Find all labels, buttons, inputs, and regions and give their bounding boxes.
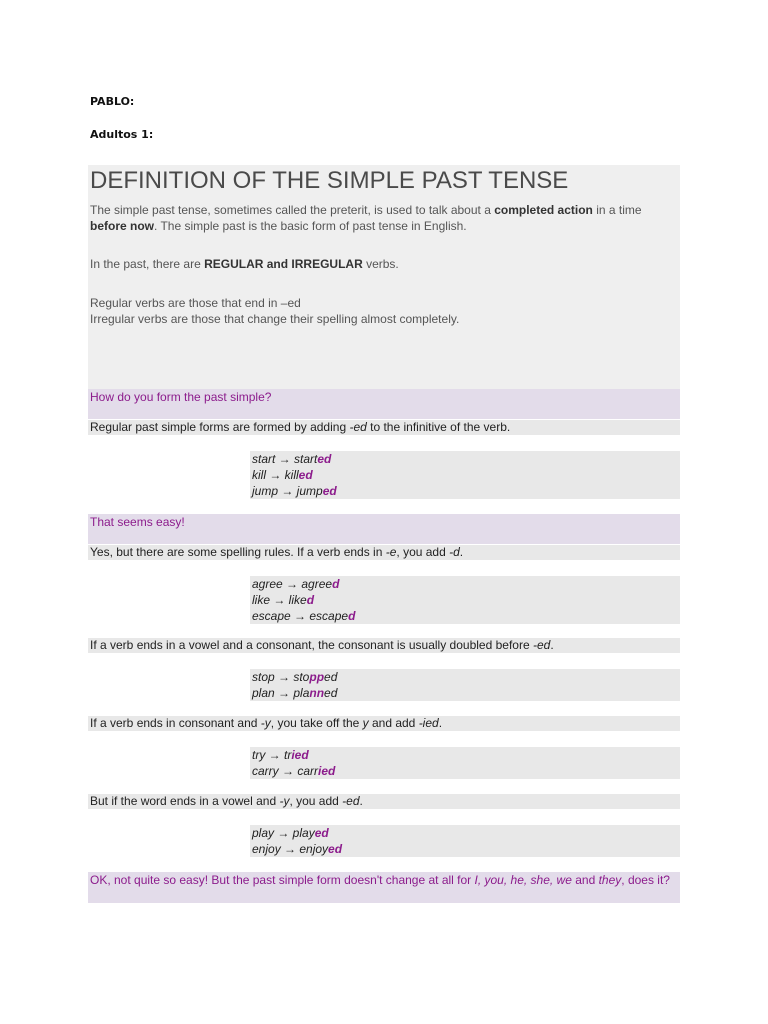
text-span: . bbox=[438, 716, 443, 730]
text-span: But if the word ends in a vowel and bbox=[90, 794, 280, 808]
definition-section bbox=[88, 165, 680, 389]
text-span: , you add bbox=[289, 794, 343, 808]
verb-base: escape → escape bbox=[252, 609, 349, 623]
question-how-form: How do you form the past simple? bbox=[88, 389, 680, 419]
text-span: and add bbox=[368, 716, 419, 730]
doubled-consonant: pp bbox=[309, 670, 325, 684]
verb-base: play → play bbox=[252, 826, 315, 840]
verb-suffix: ed bbox=[298, 468, 313, 482]
rule-consonant-y bbox=[88, 716, 680, 731]
question-does-not-change bbox=[88, 872, 680, 903]
italic-text: -d bbox=[449, 545, 460, 559]
example-box-1 bbox=[250, 451, 680, 499]
definition-paragraph-2 bbox=[90, 256, 676, 272]
italic-text: -ed bbox=[532, 638, 551, 652]
example-box-4 bbox=[250, 747, 680, 779]
text-span: In the past, there are bbox=[90, 257, 205, 271]
italic-text: y bbox=[362, 716, 369, 730]
italic-text: I, you, he, she, we bbox=[474, 873, 572, 887]
text-span: to the infinitive of the verb. bbox=[366, 420, 511, 434]
text-span: The simple past tense, sometimes called the preterit, is used to talk about a bbox=[90, 203, 495, 217]
verb-base: agree → agree bbox=[252, 577, 333, 591]
answer-spelling-rules bbox=[88, 545, 680, 560]
example-line bbox=[252, 841, 680, 857]
text-span: , you add bbox=[396, 545, 450, 559]
example-box-5 bbox=[250, 825, 680, 857]
text-span: . The simple past is the basic form of past tense in English. bbox=[154, 219, 467, 233]
example-box-2 bbox=[250, 576, 680, 624]
verb-suffix: ed bbox=[322, 484, 337, 498]
student-name-label: PABLO: bbox=[90, 95, 135, 108]
verb-suffix: ied bbox=[318, 764, 336, 778]
example-line bbox=[252, 763, 680, 779]
answer-regular-forms bbox=[88, 420, 680, 435]
example-line bbox=[252, 747, 680, 763]
verb-base: carry → carr bbox=[252, 764, 318, 778]
verb-suffix: ied bbox=[291, 748, 309, 762]
text-span: . bbox=[359, 794, 363, 808]
class-label: Adultos 1: bbox=[90, 128, 154, 141]
text-span: Yes, but there are some spelling rules. If a verb ends in bbox=[90, 545, 386, 559]
example-line bbox=[252, 592, 680, 608]
verb-suffix: d bbox=[332, 577, 340, 591]
example-line bbox=[252, 669, 680, 685]
italic-text: -y bbox=[260, 716, 271, 730]
rule-double-consonant bbox=[88, 638, 680, 653]
comment-seems-easy: That seems easy! bbox=[88, 514, 680, 544]
doubled-consonant: nn bbox=[309, 686, 325, 700]
example-line bbox=[252, 483, 680, 499]
bold-text: REGULAR and IRREGULAR bbox=[204, 257, 363, 271]
bold-text: completed action bbox=[494, 203, 593, 217]
definition-paragraph-1 bbox=[90, 202, 676, 234]
irregular-verbs-definition: Irregular verbs are those that change their spelling almost completely. bbox=[90, 312, 460, 326]
example-line bbox=[252, 608, 680, 624]
text-span: and bbox=[571, 873, 599, 887]
example-line bbox=[252, 451, 680, 467]
verb-suffix: d bbox=[348, 609, 356, 623]
verb-base: jump → jump bbox=[252, 484, 323, 498]
text-span: , does it? bbox=[621, 873, 670, 887]
text-span: . bbox=[550, 638, 554, 652]
text-span: If a verb ends in a vowel and a consonant, the consonant is usually doubled before bbox=[90, 638, 533, 652]
example-line bbox=[252, 467, 680, 483]
italic-text: -ied bbox=[418, 716, 439, 730]
definition-title: DEFINITION OF THE SIMPLE PAST TENSE bbox=[90, 167, 569, 194]
verb-base: try → tr bbox=[252, 748, 292, 762]
text-span: Regular past simple forms are formed by adding bbox=[90, 420, 350, 434]
text-span: verbs. bbox=[362, 257, 399, 271]
text-span: If a verb ends in consonant and bbox=[90, 716, 261, 730]
verb-suffix: d bbox=[306, 593, 315, 607]
verb-base: start → start bbox=[252, 452, 318, 466]
italic-text: -e bbox=[385, 545, 397, 559]
text-span: OK, not quite so easy! But the past simple form doesn't change at all for bbox=[90, 873, 475, 887]
verb-suffix: ed bbox=[314, 826, 329, 840]
regular-verbs-definition: Regular verbs are those that end in –ed bbox=[90, 296, 301, 310]
verb-suffix: ed bbox=[324, 670, 338, 684]
rule-vowel-y bbox=[88, 794, 680, 809]
italic-text: they bbox=[598, 873, 622, 887]
italic-text: -ed bbox=[342, 794, 360, 808]
bold-text: before now bbox=[90, 219, 155, 233]
example-line bbox=[252, 685, 680, 701]
verb-suffix: ed bbox=[328, 842, 343, 856]
example-line bbox=[252, 825, 680, 841]
italic-text: -ed bbox=[349, 420, 367, 434]
italic-text: -y bbox=[279, 794, 290, 808]
verb-base: kill → kill bbox=[252, 468, 299, 482]
text-span: , you take off the bbox=[270, 716, 363, 730]
text-span: . bbox=[459, 545, 464, 559]
verb-base: plan → pla bbox=[252, 686, 310, 700]
example-line bbox=[252, 576, 680, 592]
example-box-3 bbox=[250, 669, 680, 701]
verb-suffix: ed bbox=[317, 452, 332, 466]
verb-suffix: ed bbox=[324, 686, 338, 700]
text-span: in a time bbox=[592, 203, 642, 217]
verb-base: like → like bbox=[252, 593, 307, 607]
verb-base: stop → sto bbox=[252, 670, 310, 684]
verb-base: enjoy → enjoy bbox=[252, 842, 329, 856]
